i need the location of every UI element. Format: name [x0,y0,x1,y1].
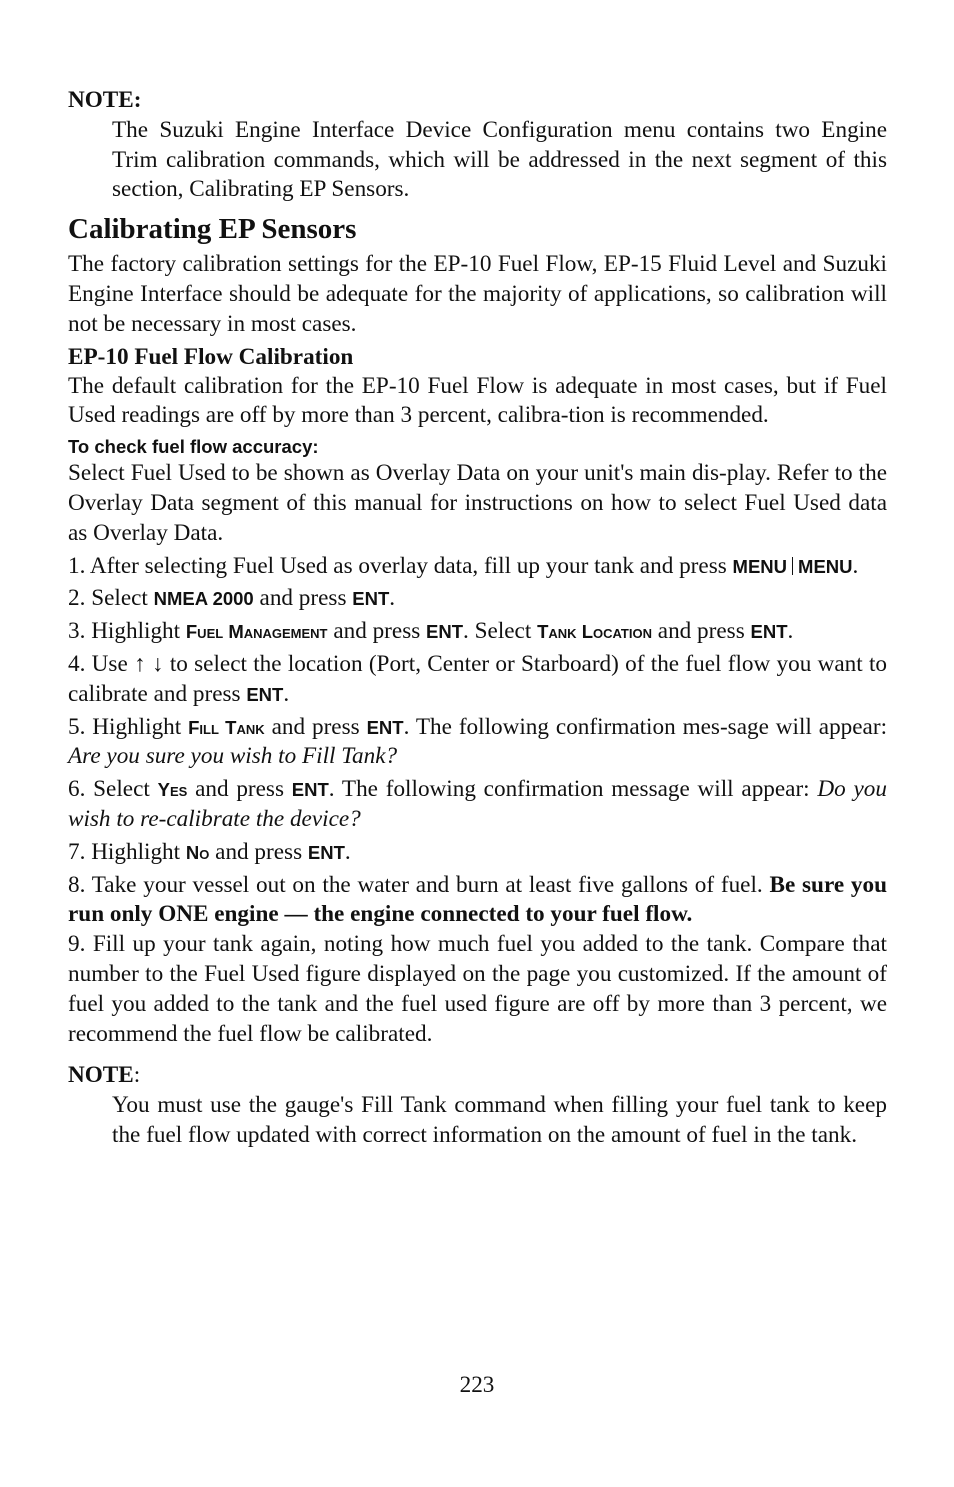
confirm-message: Do you wish to re-calibrate the device? [68,776,887,832]
key-ent: ENT [291,779,329,801]
step-8: 8. Take your vessel out on the water and burn at least five gallons of fuel. Be sure you run only ONE engine — the engine connected to your fuel flow. [68,871,887,928]
step-3: 3. Highlight Fuel Management and press ENT. Select Tank Location and press ENT. [68,618,794,645]
key-no: No [185,841,210,863]
section-intro: The factory calibration settings for the EP-10 Fuel Flow, EP-15 Fluid Level and Suzuki Engine Interface should be adequate for the majority of applications, so calibration will not be necessary in most cases. [68,251,887,337]
key-menu: MENU [798,555,853,577]
key-yes: Yes [157,779,188,801]
subsection-text: The default calibration for the EP-10 Fuel Flow is adequate in most cases, but if Fuel Used readings are off by more than 3 percent, calibra-tion is recommended. [68,372,887,429]
key-ent: ENT [366,716,404,738]
step-7: 7. Highlight No and press ENT. [68,838,351,865]
note-text: You must use the gauge's Fill Tank command when filling your fuel tank to keep the fuel flow updated with correct information on the amount of fuel in the tank. [112,1092,887,1148]
procedure-intro: Select Fuel Used to be shown as Overlay Data on your unit's main dis-play. Refer to the Overlay Data segment of this manual for instructions on how to select Fuel Used data as Overlay Data. [68,460,887,546]
step-9: 9. Fill up your tank again, noting how much fuel you added to the tank. Compare that number to the Fuel Used figure displayed on the page you customized. If the amount of fuel you added to the tank and the fuel used figure are off by more than 3 percent, we recommend the fuel flow be calibrated. [68,931,887,1047]
page-number: 223 [459,1372,495,1398]
key-fill-tank: Fill Tank [188,716,265,738]
arrow-keys-icon: ↑ ↓ [134,650,164,677]
step-1: 1. After selecting Fuel Used as overlay data, fill up your tank and press MENU MENU. [68,552,859,579]
confirm-message: Are you sure you wish to Fill Tank? [68,743,398,770]
warning-text: Be sure you run only ONE engine — the engine connected to your fuel flow. [68,871,887,928]
manual-page [68,86,887,1151]
step-2: 2. Select NMEA 2000 and press ENT. [68,585,396,612]
procedure-title: To check fuel flow accuracy: [68,436,319,458]
key-menu: MENU [732,555,788,577]
note-text: The Suzuki Engine Interface Device Configuration menu contains two Engine Trim calibration commands, which will be addressed in the next segment of this section, Calibrating EP Sensors. [112,116,887,203]
separator [792,557,793,575]
key-ent: ENT [246,683,284,705]
key-ent: ENT [426,621,464,643]
section-title: Calibrating EP Sensors [68,213,357,246]
key-fuel-management: Fuel Management [185,621,328,643]
key-tank-location: Tank Location [537,621,652,643]
step-5: 5. Highlight Fill Tank and press ENT. The following confirmation mes-sage will appear: Are you sure you wish to Fill Tank? [68,713,888,770]
note-label: NOTE: [68,87,142,113]
key-nmea: NMEA 2000 [153,588,254,610]
key-ent: ENT [750,621,788,643]
key-ent: ENT [352,588,390,610]
step-6: 6. Select Yes and press ENT. The following confirmation message will appear: Do you wish to re-calibrate the device? [68,776,887,832]
note-label: NOTE: [68,1062,141,1089]
step-4: 4. Use ↑ ↓ to select the location (Port, Center or Starboard) of the fuel flow you want to calibrate and press ENT. [68,650,888,707]
subsection-title: EP-10 Fuel Flow Calibration [68,343,354,370]
key-ent: ENT [307,841,345,863]
